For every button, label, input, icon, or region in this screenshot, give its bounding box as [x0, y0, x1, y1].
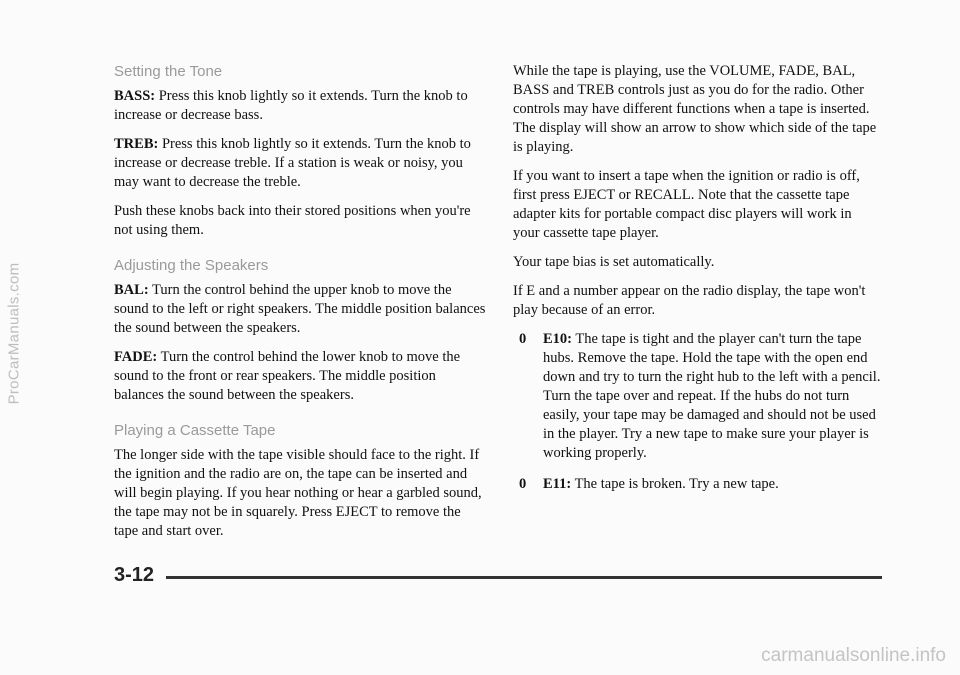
side-watermark: ProCarManuals.com	[5, 262, 23, 405]
term-bass: BASS:	[114, 88, 156, 104]
paragraph-treb	[114, 135, 486, 192]
bullet-icon: 0	[519, 331, 527, 347]
list-item-e11	[513, 475, 881, 494]
paragraph-tape-bias: Your tape bias is set automatically.	[513, 254, 715, 270]
bullet-icon: 0	[519, 476, 527, 492]
paragraph-push-knobs: Push these knobs back into their stored positions when you're not using them.	[114, 203, 471, 238]
heading-setting-the-tone: Setting the Tone	[114, 63, 223, 80]
heading-adjusting-the-speakers: Adjusting the Speakers	[114, 257, 269, 274]
text-e11: The tape is broken. Try a new tape.	[571, 476, 779, 492]
paragraph-insert-tape: If you want to insert a tape when the ignition or radio is off, first press EJECT or RECALL. Note that the cassette tape adapter kits for portable compact disc players will work in your cassette tape player.	[513, 168, 860, 241]
heading-playing-a-cassette-tape: Playing a Cassette Tape	[114, 422, 276, 439]
footer-rule	[166, 576, 882, 579]
paragraph-bass	[114, 87, 486, 125]
paragraph-cassette: The longer side with the tape visible should face to the right. If the ignition and the radio are on, the tape can be inserted and will begin playing. If you hear nothing or hear a garbled sound, the tape may not be in squarely. Press EJECT to remove the tape and start over.	[114, 447, 482, 539]
page-number: 3-12	[114, 564, 155, 586]
page-footer	[114, 564, 884, 586]
paragraph-fade	[114, 348, 486, 405]
term-e10: E10:	[543, 331, 572, 347]
text-fade: Turn the control behind the lower knob to move the sound to the front or rear speakers. The middle position balances the sound between the speakers.	[114, 349, 461, 403]
paragraph-error-display: If E and a number appear on the radio display, the tape won't play because of an error.	[513, 283, 866, 318]
term-e11: E11:	[543, 476, 572, 492]
term-bal: BAL:	[114, 282, 149, 298]
text-e10: The tape is tight and the player can't turn the tape hubs. Remove the tape. Hold the tape with the open end down and try to turn the right hub to the left with a pencil. Turn the tape over and repeat. If the hubs do not turn easily, your tape may be damaged and should not be used in the player. Try a new tape to make sure your player is working properly.	[543, 331, 881, 461]
bottom-watermark: carmanualsonline.info	[761, 645, 946, 666]
right-column	[513, 62, 881, 506]
term-treb: TREB:	[114, 136, 159, 152]
error-list	[513, 330, 881, 494]
paragraph-bal	[114, 281, 486, 338]
term-fade: FADE:	[114, 349, 158, 365]
left-column	[114, 62, 486, 551]
text-bass: Press this knob lightly so it extends. Turn the knob to increase or decrease bass.	[114, 88, 468, 123]
text-bal: Turn the control behind the upper knob to move the sound to the left or right speakers. The middle position balances the sound between the speakers.	[114, 282, 486, 336]
text-treb: Press this knob lightly so it extends. Turn the knob to increase or decrease treble. If a station is weak or noisy, you may want to decrease the treble.	[114, 136, 471, 190]
paragraph-tape-controls: While the tape is playing, use the VOLUME, FADE, BAL, BASS and TREB controls just as you do for the radio. Other controls may have different functions when a tape is inserted. The display will show an arrow to show which side of the tape is playing.	[513, 63, 877, 155]
list-item-e10	[513, 330, 881, 463]
